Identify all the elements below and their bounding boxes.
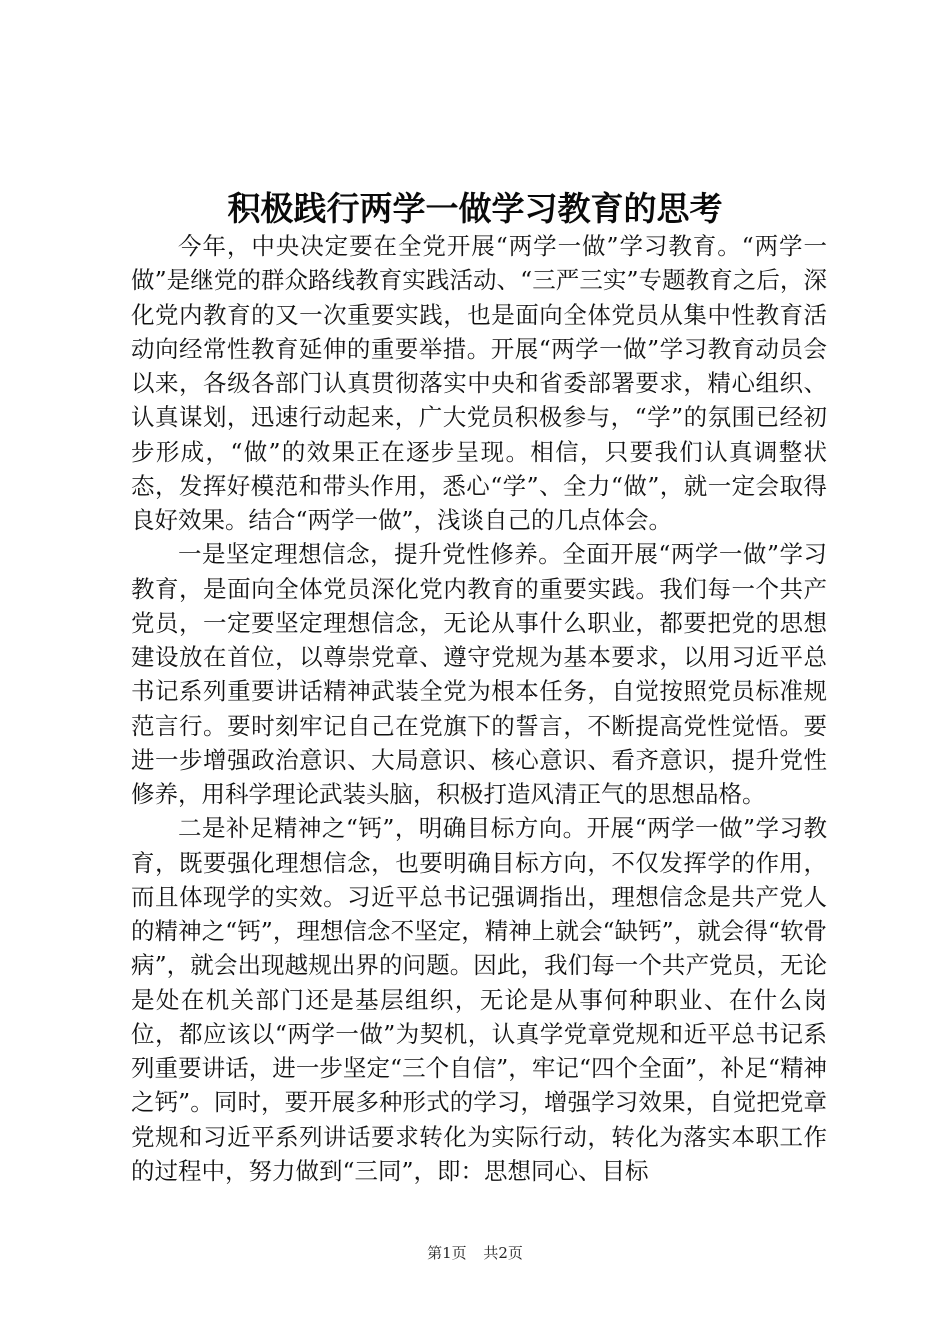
page-number: 第1页: [427, 1244, 467, 1262]
page-footer: [0, 1241, 950, 1265]
page-total: 共2页: [483, 1244, 523, 1262]
paragraph-point-two: 二是补足精神之“钙”，明确目标方向。开展“两学一做”学习教育，既要强化理想信念，也要明确目标方向，不仅发挥学的作用，而且体现学的实效。习近平总书记强调指出，理想信念是共产党人的精神之“钙”，理想信念不坚定，精神上就会“缺钙”，就会得“软骨病”，就会出现越规出界的问题。因此，我们每一个共产党员，无论是处在机关部门还是基层组织，无论是从事何种职业、在什么岗位，都应该以“两学一做”为契机，认真学党章党规和近平总书记系列重要讲话，进一步坚定“三个自信”，牢记“四个全面”，补足“精神之钙”。同时，要开展多种形式的学习，增强学习效果，自觉把党章党规和习近平系列讲话要求转化为实际行动，转化为落实本职工作的过程中，努力做到“三同”，即：思想同心、目标: [131, 814, 827, 1185]
document-title: 积极践行两学一做学习教育的思考: [227, 189, 723, 228]
paragraph-point-one: 一是坚定理想信念，提升党性修养。全面开展“两学一做”学习教育，是面向全体党员深化党内教育的重要实践。我们每一个共产党员，一定要坚定理想信念，无论从事什么职业，都要把党的思想建设放在首位，以尊崇党章、遵守党规为基本要求，以用习近平总书记系列重要讲话精神武装全党为根本任务，自觉按照党员标准规范言行。要时刻牢记自己在党旗下的誓言，不断提高党性觉悟。要进一步增强政治意识、大局意识、核心意识、看齐意识，提升党性修养，用科学理论武装头脑，积极打造风清正气的思想品格。: [131, 540, 827, 808]
document-body: [131, 229, 827, 1188]
paragraph-intro: 今年，中央决定要在全党开展“两学一做”学习教育。“两学一做”是继党的群众路线教育实践活动、“三严三实”专题教育之后，深化党内教育的又一次重要实践，也是面向全体党员从集中性教育活动向经常性教育延伸的重要举措。开展“两学一做”学习教育动员会以来，各级各部门认真贯彻落实中央和省委部署要求，精心组织、认真谋划，迅速行动起来，广大党员积极参与，“学”的氛围已经初步形成，“做”的效果正在逐步呈现。相信，只要我们认真调整状态，发挥好模范和带头作用，悉心“学”、全力“做”，就一定会取得良好效果。结合“两学一做”，浅谈自己的几点体会。: [131, 232, 827, 534]
